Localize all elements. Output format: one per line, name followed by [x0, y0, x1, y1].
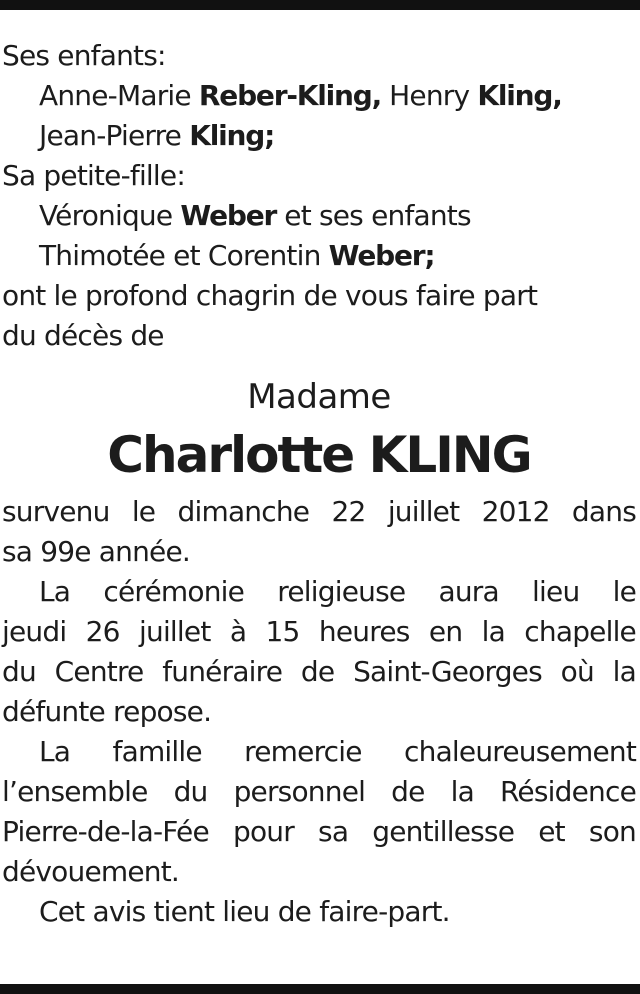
bottom-rule [0, 984, 640, 994]
thanks-line-4: dévouement. [2, 855, 180, 888]
top-rule [0, 0, 640, 10]
death-paragraph [2, 492, 636, 572]
granddaughter-last-name: Weber [180, 199, 277, 232]
child-3-first-name: Jean-Pierre [39, 119, 182, 152]
ceremony-line-2: jeudi 26 juillet à 15 heures en la chapelle [2, 615, 636, 648]
granddaughter-heading: Sa petite-fille: [2, 159, 185, 192]
thanks-line-1: La famille remercie chaleureusement [39, 735, 636, 768]
children-line-1 [2, 76, 636, 116]
announcement-line-1: ont le profond chagrin de vous faire part [2, 279, 538, 312]
child-1-last-name: Reber-Kling, [198, 79, 382, 112]
child-3-last-name: Kling; [189, 119, 275, 152]
greatgrandchildren-last-name: Weber; [328, 239, 435, 272]
granddaughter-first-name: Véronique [39, 199, 173, 232]
children-heading: Ses enfants: [2, 39, 166, 72]
greatgrandchildren-line [2, 236, 636, 276]
ceremony-paragraph [2, 572, 636, 732]
death-line-2: sa 99e année. [2, 535, 191, 568]
deceased-name: Charlotte KLING [107, 426, 531, 484]
deceased-salutation: Madame [247, 377, 391, 417]
children-line-2 [2, 116, 636, 156]
child-2-first-name: Henry [389, 79, 470, 112]
death-line-1: survenu le dimanche 22 juillet 2012 dans [2, 495, 636, 528]
greatgrandchildren-first-names: Thimotée et Corentin [39, 239, 321, 272]
announcement-line-2: du décès de [2, 319, 164, 352]
ceremony-line-3: du Centre funéraire de Saint-Georges où la [2, 655, 636, 688]
granddaughter-line [2, 196, 636, 236]
child-2-last-name: Kling, [477, 79, 562, 112]
thanks-line-3: Pierre-de-la-Fée pour sa gentillesse et son [2, 815, 636, 848]
ceremony-line-1: La cérémonie religieuse aura lieu le [39, 575, 636, 608]
child-1-first-name: Anne-Marie [39, 79, 191, 112]
thanks-line-2: l’ensemble du personnel de la Résidence [2, 775, 636, 808]
obituary-notice [2, 36, 636, 932]
thanks-paragraph [2, 732, 636, 892]
closing-line: Cet avis tient lieu de faire-part. [39, 895, 450, 928]
ceremony-line-4: défunte repose. [2, 695, 212, 728]
granddaughter-suffix: et ses enfants [284, 199, 471, 232]
